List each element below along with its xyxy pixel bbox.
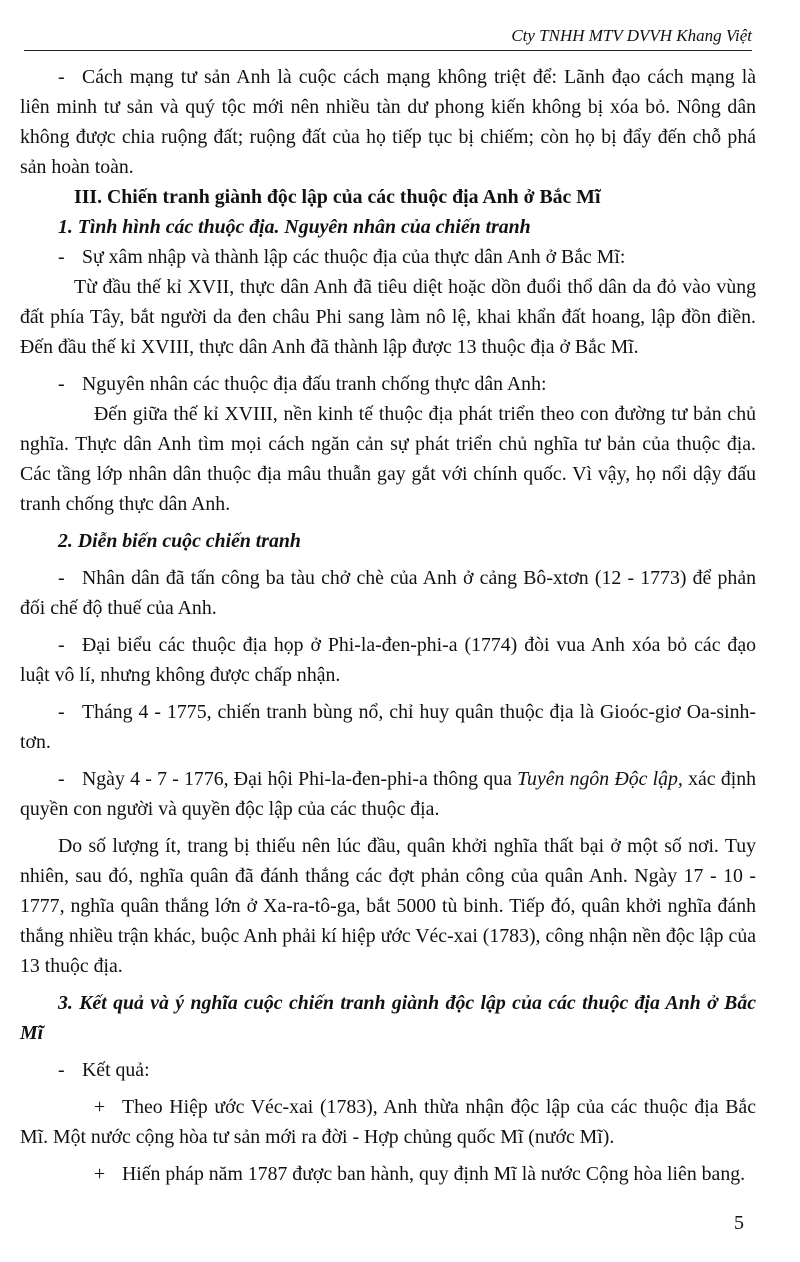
bullet-plus: + [94, 1096, 106, 1118]
publisher-name: Cty TNHH MTV DVVH Khang Việt [511, 26, 752, 45]
section-heading: III. Chiến tranh giành độc lập của các thuộc địa Anh ở Bắc Mĩ [74, 186, 601, 208]
bullet-text: Theo Hiệp ước Véc-xai (1783), Anh thừa nhận độc lập của các thuộc địa Bắc Mĩ. Một nước cộng hòa tư sản mới ra đời - Hợp chủng quốc Mĩ (nước Mĩ). [20, 1096, 756, 1148]
paragraph [20, 62, 756, 182]
bullet-item [20, 563, 756, 623]
bullet-dash: - [58, 768, 65, 790]
bullet-text: Hiến pháp năm 1787 được ban hành, quy định Mĩ là nước Cộng hòa liên bang. [122, 1163, 746, 1185]
document-title: Tuyên ngôn Độc lập, [517, 768, 683, 790]
bullet-text: Ngày 4 - 7 - 1776, Đại hội Phi-la-đen-phi-a thông qua [82, 768, 518, 790]
paragraph: Từ đầu thế kỉ XVII, thực dân Anh đã tiêu diệt hoặc dồn đuổi thổ dân da đỏ vào vùng đất phía Tây, bắt người da đen châu Phi sang làm nô lệ, khai khẩn đất hoang, lập đồn điền. Đến đầu thế kỉ XVIII, thực dân Anh đã thành lập được 13 thuộc địa ở Bắc Mĩ. [20, 276, 756, 358]
bullet-text: Đại biểu các thuộc địa họp ở Phi-la-đen-phi-a (1774) đòi vua Anh xóa bỏ các đạo luật vô lí, nhưng không được chấp nhận. [20, 634, 756, 686]
bullet-item [20, 242, 756, 272]
bullet-dash: - [58, 634, 65, 656]
bullet-text: xác định quyền con người và quyền độc lập của các thuộc địa. [20, 768, 757, 820]
paragraph-text: Cách mạng tư sản Anh là cuộc cách mạng không triệt để: Lãnh đạo cách mạng là liên minh tư sản và quý tộc mới nên nhiều tàn dư phong kiến không bị xóa bỏ. Nông dân không được chia ruộng đất; ruộng đất của họ tiếp tục bị chiếm; còn họ bị đẩy đến chỗ phá sản hoàn toàn. [20, 66, 756, 178]
bullet-text: Tháng 4 - 1775, chiến tranh bùng nổ, chỉ huy quân thuộc địa là Gioóc-giơ Oa-sinh-tơn. [20, 701, 756, 753]
subsection-heading: 3. Kết quả và ý nghĩa cuộc chiến tranh giành độc lập của các thuộc địa Anh ở Bắc Mĩ [20, 992, 756, 1044]
page-body [20, 62, 756, 1189]
paragraph: Đến giữa thế kỉ XVIII, nền kinh tế thuộc địa phát triển theo con đường tư bản chủ nghĩa. Thực dân Anh tìm mọi cách ngăn cản sự phát triển chủ nghĩa tư bản của thuộc địa. Các tầng lớp nhân dân thuộc địa mâu thuẫn gay gắt với chính quốc. Vì vậy, họ nổi dậy đấu tranh chống thực dân Anh. [20, 403, 756, 515]
bullet-dash: - [58, 1059, 65, 1081]
bullet-dash: - [58, 373, 65, 395]
bullet-dash: - [58, 567, 65, 589]
bullet-item [20, 764, 756, 824]
bullet-plus: + [94, 1163, 106, 1185]
bullet-item [20, 630, 756, 690]
bullet-text: Kết quả: [82, 1059, 150, 1081]
page-number: 5 [734, 1212, 744, 1234]
sub-bullet-item [20, 1159, 756, 1189]
paragraph: Do số lượng ít, trang bị thiếu nên lúc đầu, quân khởi nghĩa thất bại ở một số nơi. Tuy nhiên, sau đó, nghĩa quân đã đánh thắng các đợt phản công của quân Anh. Ngày 17 - 10 - 1777, nghĩa quân thắng lớn ở Xa-ra-tô-ga, bắt 5000 tù binh. Tiếp đó, quân khởi nghĩa đánh thắng nhiều trận khác, buộc Anh phải kí hiệp ước Véc-xai (1783), công nhận nền độc lập của 13 thuộc địa. [20, 835, 756, 977]
subsection-heading: 1. Tình hình các thuộc địa. Nguyên nhân của chiến tranh [58, 216, 531, 238]
bullet-item [20, 697, 756, 757]
bullet-dash: - [58, 66, 65, 88]
sub-bullet-item [20, 1092, 756, 1152]
subsection-heading: 2. Diễn biến cuộc chiến tranh [58, 530, 301, 552]
bullet-item [20, 369, 756, 399]
bullet-dash: - [58, 701, 65, 723]
bullet-item [20, 1055, 756, 1085]
bullet-text: Nguyên nhân các thuộc địa đấu tranh chống thực dân Anh: [82, 373, 547, 395]
bullet-text: Sự xâm nhập và thành lập các thuộc địa của thực dân Anh ở Bắc Mĩ: [82, 246, 626, 268]
bullet-text: Nhân dân đã tấn công ba tàu chở chè của Anh ở cảng Bô-xtơn (12 - 1773) để phản đối chế độ thuế của Anh. [20, 567, 756, 619]
bullet-dash: - [58, 246, 65, 268]
running-header [24, 18, 752, 51]
